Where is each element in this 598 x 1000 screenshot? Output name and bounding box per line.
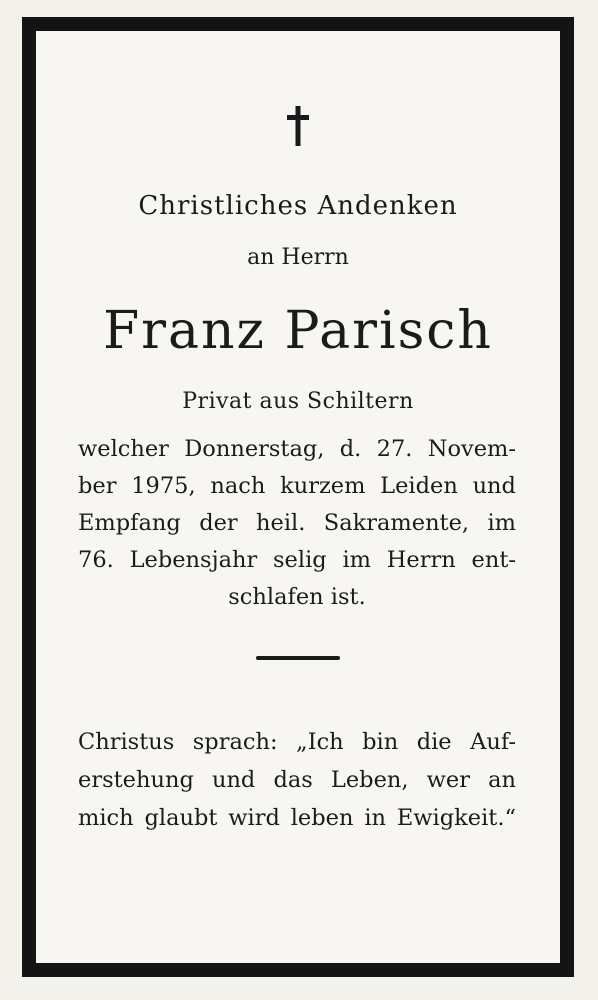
word: in [364,805,386,831]
word: ent- [471,547,516,573]
text-line [78,431,516,468]
text-line [78,723,516,761]
word: glaubt [144,805,218,831]
word: Leiden [380,473,458,499]
divider-line [256,656,340,660]
word: nach [210,473,266,499]
word: „Ich [296,729,344,755]
word: Sakramente, [323,510,470,536]
word: selig [273,547,327,573]
word: und [211,767,256,793]
word: und [472,473,516,499]
salutation: an Herrn [247,245,349,270]
word: sprach: [192,729,278,755]
word: Novem- [427,436,516,462]
word: welcher [78,436,169,462]
text-line [78,799,516,837]
word: im [342,547,372,573]
word: 1975, [131,473,196,499]
word: Christus [78,729,175,755]
death-notice-text [78,431,516,616]
word: ber [78,473,117,499]
latin-cross-icon [287,106,309,146]
word: Ewigkeit.“ [396,805,516,831]
word: die [416,729,452,755]
word: heil. [256,510,306,536]
text-line [78,505,516,542]
word: bin [362,729,399,755]
word: 76. [78,547,114,573]
card-heading: Christliches Andenken [138,191,458,221]
word: schlafen ist. [228,584,366,610]
word: kurzem [280,473,366,499]
deceased-status: Privat aus Schiltern [182,389,414,414]
text-line [78,761,516,799]
word: Empfang [78,510,181,536]
card-inner [36,31,560,963]
word: 27. [376,436,413,462]
word: d. [339,436,362,462]
bible-quote [78,723,516,837]
word: Lebensjahr [129,547,258,573]
word: mich [78,805,134,831]
word: Herrn [386,547,456,573]
memorial-card [22,17,574,977]
text-line [78,468,516,505]
word: erstehung [78,767,194,793]
word: der [199,510,238,536]
word: Auf- [470,729,516,755]
word: Leben, [330,767,409,793]
deceased-name: Franz Parisch [103,301,493,361]
word: wer [426,767,470,793]
word: an [488,767,516,793]
text-line [78,542,516,579]
word: wird [228,805,280,831]
word: Donnerstag, [184,436,325,462]
text-line [78,579,516,616]
word: das [273,767,313,793]
word: im [487,510,516,536]
word: leben [290,805,354,831]
